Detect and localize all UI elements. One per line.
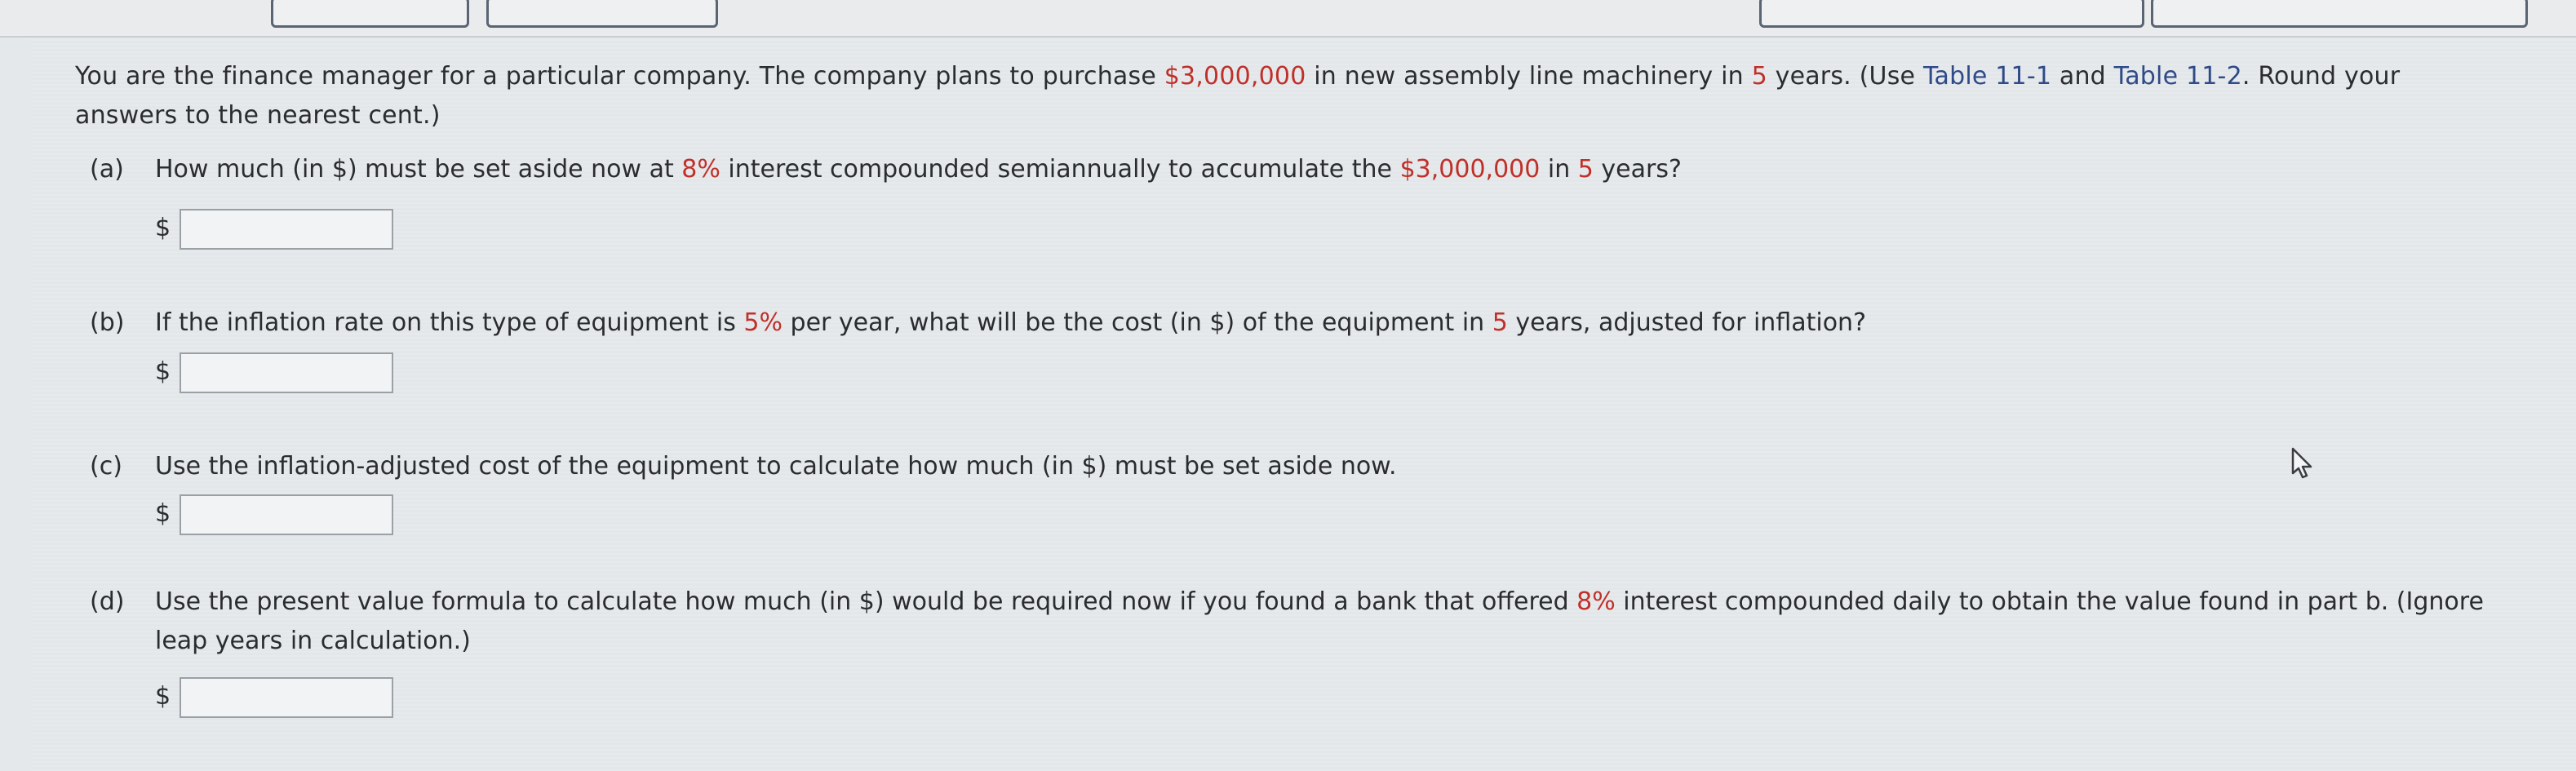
part-b bbox=[90, 304, 2529, 343]
table-11-2-link[interactable]: Table 11-2 bbox=[2113, 62, 2242, 91]
answer-input-c[interactable] bbox=[180, 494, 393, 535]
question-panel bbox=[31, 39, 2576, 771]
answer-input-a[interactable] bbox=[180, 209, 393, 250]
part-question bbox=[155, 304, 2529, 343]
part-label: (c) bbox=[90, 452, 122, 481]
question-text: interest compounded daily to obtain the value found in part b. (Ignore leap years in calculation.) bbox=[155, 587, 2484, 655]
given-years: 5 bbox=[1577, 155, 1594, 184]
given-amount: $3,000,000 bbox=[1399, 155, 1541, 184]
currency-symbol: $ bbox=[155, 214, 171, 242]
question-text: How much (in $) must be set aside now at bbox=[155, 155, 682, 184]
currency-symbol: $ bbox=[155, 499, 171, 528]
intro-text: and bbox=[2051, 62, 2114, 91]
top-toolbar-strip bbox=[0, 0, 2576, 38]
part-label: (d) bbox=[90, 587, 125, 616]
table-11-1-link[interactable]: Table 11-1 bbox=[1922, 62, 2052, 91]
currency-symbol: $ bbox=[155, 682, 171, 711]
answer-input-d[interactable] bbox=[180, 677, 393, 718]
question-text: If the inflation rate on this type of equipment is bbox=[155, 308, 744, 337]
given-rate: 8% bbox=[681, 155, 720, 184]
question-text: per year, what will be the cost (in $) of the equipment in bbox=[783, 308, 1492, 337]
part-d bbox=[90, 583, 2529, 655]
part-question bbox=[155, 150, 2529, 189]
question-text: years, adjusted for inflation? bbox=[1507, 308, 1866, 337]
question-text: interest compounded semiannually to accumulate the bbox=[720, 155, 1400, 184]
problem-statement bbox=[75, 57, 2490, 135]
toolbar-button-1[interactable] bbox=[271, 0, 469, 28]
given-amount: $3,000,000 bbox=[1164, 62, 1306, 91]
intro-text: in new assembly line machinery in bbox=[1306, 62, 1752, 91]
given-rate: 8% bbox=[1576, 587, 1616, 616]
intro-text: . Round your answers to the nearest cent.) bbox=[75, 62, 2401, 130]
question-text: Use the inflation-adjusted cost of the equipment to calculate how much (in $) must be set aside now. bbox=[155, 452, 1397, 481]
question-text: Use the present value formula to calculate how much (in $) would be required now if you found a bank that offered bbox=[155, 587, 1577, 616]
part-question bbox=[155, 583, 2529, 661]
intro-text: You are the finance manager for a particular company. The company plans to purchase bbox=[75, 62, 1164, 91]
intro-text: years. (Use bbox=[1767, 62, 1923, 91]
toolbar-button-4[interactable] bbox=[2151, 0, 2528, 28]
part-c bbox=[90, 447, 2529, 486]
question-text: in bbox=[1540, 155, 1578, 184]
part-a bbox=[90, 150, 2529, 189]
currency-symbol: $ bbox=[155, 357, 171, 386]
given-years: 5 bbox=[1492, 308, 1508, 337]
toolbar-button-2[interactable] bbox=[486, 0, 718, 28]
given-years: 5 bbox=[1751, 62, 1767, 91]
question-text: years? bbox=[1593, 155, 1682, 184]
part-label: (a) bbox=[90, 155, 124, 184]
mouse-pointer-icon bbox=[2290, 447, 2317, 480]
toolbar-button-3[interactable] bbox=[1759, 0, 2144, 28]
given-rate: 5% bbox=[743, 308, 783, 337]
answer-input-b[interactable] bbox=[180, 352, 393, 393]
part-label: (b) bbox=[90, 308, 125, 337]
part-question bbox=[155, 447, 2529, 486]
